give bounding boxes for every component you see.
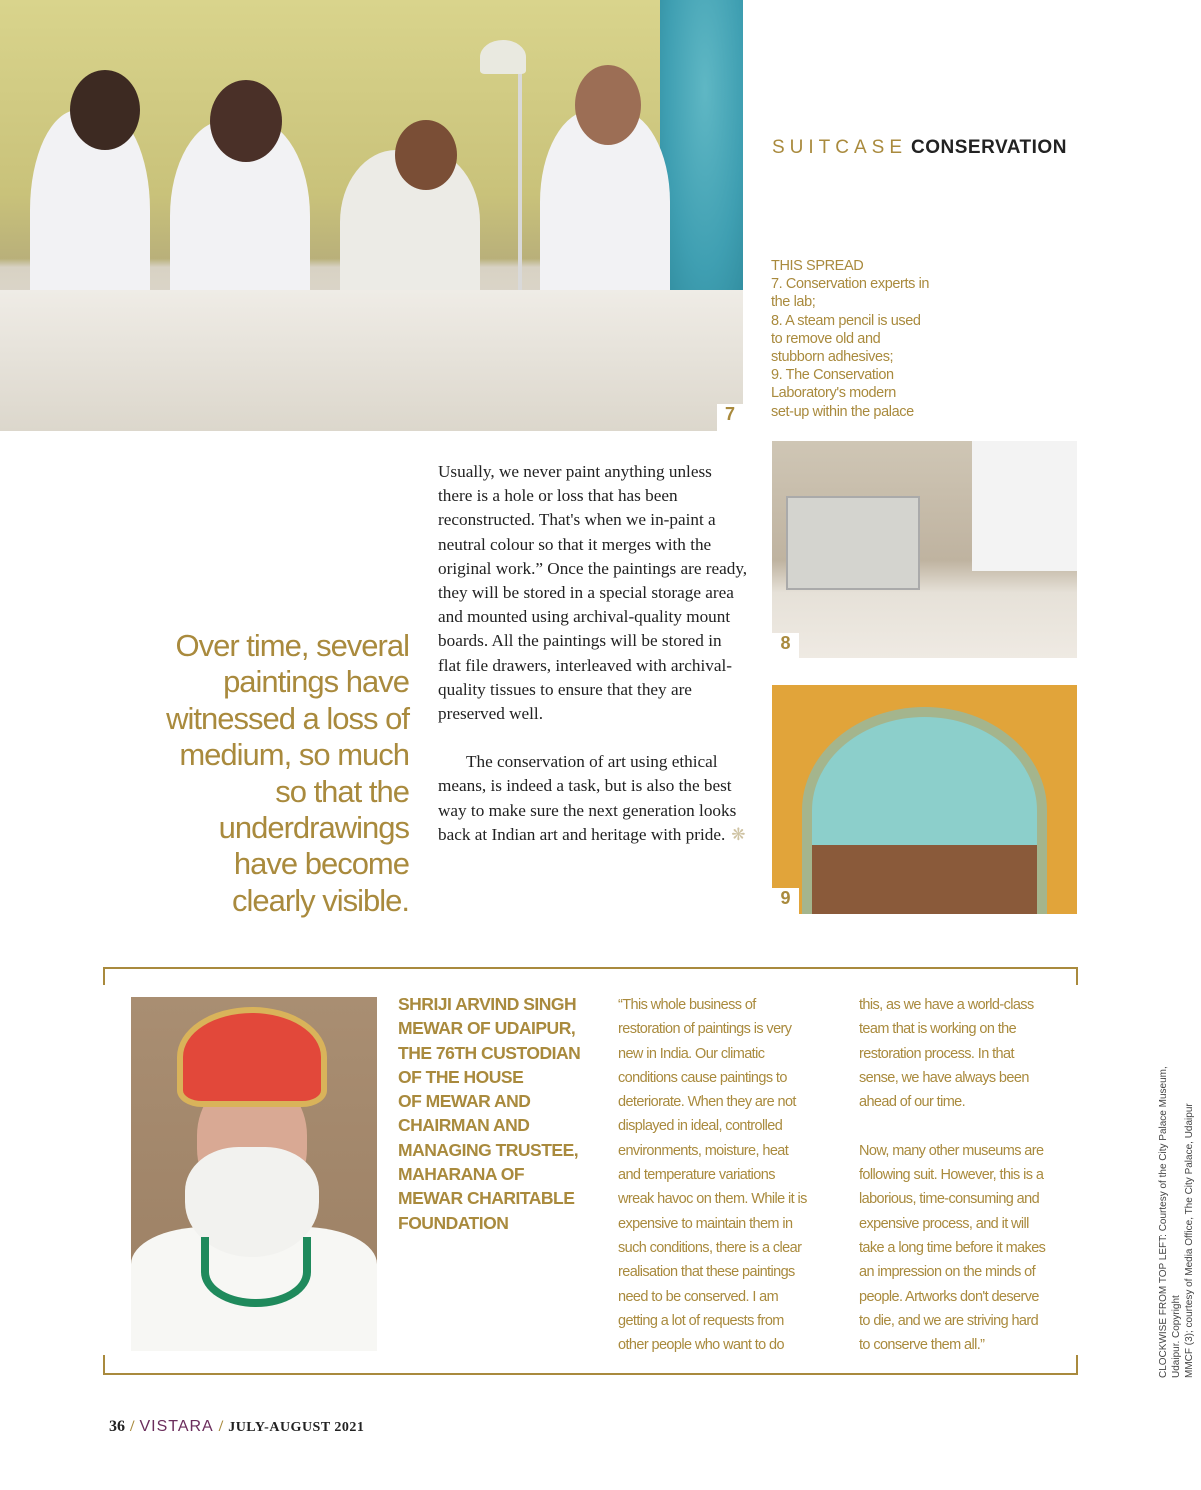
steam-machine: [786, 496, 920, 590]
separator: /: [218, 1418, 224, 1435]
box-tick: [103, 967, 105, 985]
photo-steam-pencil: [772, 441, 1077, 658]
paragraph-gap: [859, 1114, 1069, 1138]
title-line: CHAIRMAN AND: [398, 1115, 530, 1136]
lab-floor: [812, 845, 1037, 914]
caption-line: stubborn adhesives;: [771, 349, 894, 366]
quote-line: following suit. However, this is a: [859, 1167, 1044, 1184]
caption-line: to remove old and: [771, 330, 881, 347]
photo-number-8: 8: [772, 633, 799, 658]
caption-line: 9. The Conservation: [771, 367, 894, 384]
title-line: OF THE HOUSE: [398, 1066, 524, 1087]
section-topic: CONSERVATION: [911, 137, 1067, 158]
caption-line: Laboratory's modern: [771, 385, 896, 402]
end-mark-icon: ❋: [731, 824, 746, 844]
person-1-head: [70, 70, 140, 150]
quote-line: and temperature variations: [618, 1167, 775, 1184]
title-line: FOUNDATION: [398, 1212, 509, 1233]
closing-text: The conservation of art using ethical means, is indeed a task, but is also the best way to make sure the next generation looks back at Indian art and heritage with pride.: [438, 752, 737, 844]
body-paragraph: Usually, we never paint anything unless there is a hole or loss that has been reconstructed. That's when we in-paint a neutral colour so that it merges with the original work.” Once the paintings are ready, they will be stored in a special storage area and mounted using archival-quality mount boards. All the paintings will be stored in flat file drawers, interleaved with archival-quality tissues to ensure that they are preserved well.: [438, 462, 748, 724]
box-tick: [1076, 967, 1078, 985]
quote-line: getting a lot of requests from: [618, 1312, 784, 1329]
quote-line: people. Artworks don't deserve: [859, 1288, 1039, 1305]
title-line: MAHARANA OF: [398, 1164, 525, 1185]
quote-line: expensive to maintain them in: [618, 1215, 793, 1232]
quote-line: sense, we have always been: [859, 1069, 1029, 1086]
body-paragraph-closing: [438, 750, 748, 847]
turban: [177, 1007, 327, 1107]
title-line: SHRIJI ARVIND SINGH: [398, 994, 577, 1014]
title-line: OF MEWAR AND: [398, 1091, 531, 1112]
interviewee-title: [398, 992, 598, 1235]
page-number: 36: [109, 1418, 125, 1435]
quote-line: such conditions, there is a clear: [618, 1239, 802, 1256]
title-line: MANAGING TRUSTEE,: [398, 1139, 579, 1160]
separator: /: [130, 1418, 135, 1435]
box-border-top: [103, 967, 1078, 969]
lamp: [480, 40, 526, 74]
person-4-head: [575, 65, 641, 145]
box-border-bottom: [103, 1373, 1078, 1375]
quote-line: other people who want to do: [618, 1337, 784, 1354]
quote-line: laborious, time-consuming and: [859, 1191, 1040, 1208]
caption-line: set-up within the palace: [771, 403, 914, 420]
title-line: THE 76TH CUSTODIAN: [398, 1042, 581, 1063]
quote-line: realisation that these paintings: [618, 1264, 795, 1281]
person-2-head: [210, 80, 282, 162]
section-label: [772, 137, 1067, 159]
quote-line: new in India. Our climatic: [618, 1045, 765, 1062]
credit-line: CLOCKWISE FROM TOP LEFT: Courtesy of the City Palace Museum, Udaipur. Copyright: [1158, 1066, 1182, 1378]
quote-line: restoration of paintings is very: [618, 1021, 792, 1038]
quote-line: to die, and we are striving hard: [859, 1312, 1039, 1329]
person-3-head: [395, 120, 457, 190]
quote-line: ahead of our time.: [859, 1094, 966, 1111]
quote-line: wreak havoc on them. While it is: [618, 1191, 807, 1208]
quote-line: “This whole business of: [618, 997, 756, 1013]
quote-line: need to be conserved. I am: [618, 1288, 779, 1305]
quote-line: take a long time before it makes: [859, 1239, 1046, 1256]
article-body: [438, 460, 748, 847]
box-tick: [1076, 1355, 1078, 1373]
sleeve: [972, 441, 1077, 571]
page-footer: [109, 1418, 364, 1436]
title-line: MEWAR CHARITABLE: [398, 1188, 575, 1209]
pull-quote: Over time, several paintings have witnessed a loss of medium, so much so that the underdrawings have become clearly visible.: [166, 628, 409, 918]
section-name: SUITCASE: [772, 137, 908, 158]
interview-column-2: [859, 993, 1069, 1357]
photo-conservation-experts: [0, 0, 743, 431]
photo-credit: [1157, 1038, 1196, 1378]
quote-line: an impression on the minds of: [859, 1264, 1036, 1281]
quote-line: Now, many other museums are: [859, 1142, 1044, 1159]
photo-number-7: 7: [717, 404, 743, 431]
caption-line: 7. Conservation experts in: [771, 276, 930, 293]
issue-date: JULY-AUGUST 2021: [228, 1420, 365, 1435]
caption-line: 8. A steam pencil is used: [771, 312, 921, 329]
quote-line: this, as we have a world-class: [859, 997, 1034, 1013]
caption-line: the lab;: [771, 294, 816, 311]
quote-line: restoration process. In that: [859, 1045, 1014, 1062]
brand-name: VISTARA: [139, 1418, 214, 1435]
quote-line: conditions cause paintings to: [618, 1069, 787, 1086]
photo-laboratory: [772, 685, 1077, 914]
emerald-necklace: [201, 1237, 311, 1307]
captions-heading: THIS SPREAD: [771, 258, 864, 274]
credit-line: MMCF (3); courtesy of Media Office, The City Palace, Udaipur: [1184, 1103, 1195, 1378]
photo-number-9: 9: [772, 888, 799, 914]
photo-captions: [771, 257, 971, 421]
quote-line: to conserve them all.”: [859, 1337, 985, 1354]
lamp-stand: [518, 60, 522, 300]
portrait-photo: [131, 997, 377, 1351]
title-line: MEWAR OF UDAIPUR,: [398, 1018, 576, 1039]
quote-line: team that is working on the: [859, 1021, 1017, 1038]
quote-line: expensive process, and it will: [859, 1215, 1029, 1232]
box-tick: [103, 1355, 105, 1373]
arch-decoration: [660, 0, 743, 300]
light-table: [0, 290, 743, 431]
interview-column-1: [618, 993, 828, 1357]
quote-line: environments, moisture, heat: [618, 1142, 789, 1159]
quote-line: deteriorate. When they are not: [618, 1094, 796, 1111]
quote-line: displayed in ideal, controlled: [618, 1118, 783, 1135]
